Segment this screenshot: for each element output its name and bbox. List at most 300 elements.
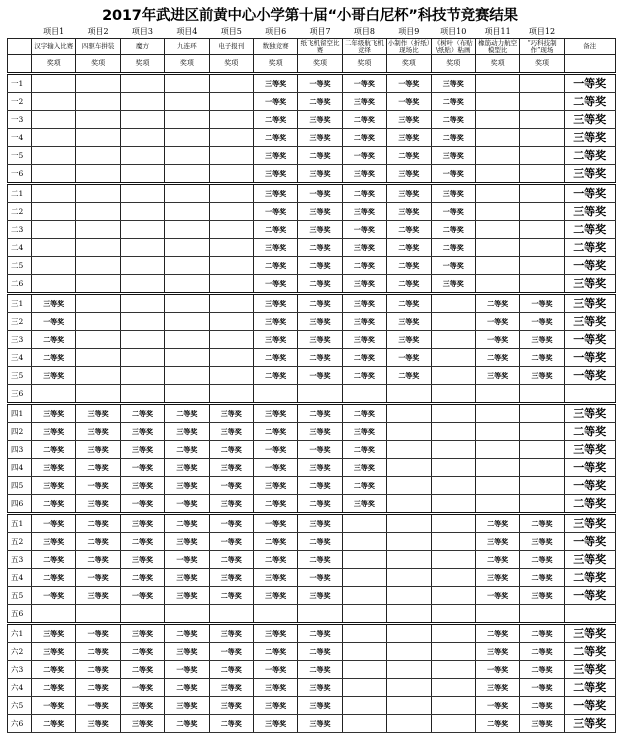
award-cell: 二等奖 xyxy=(387,239,431,257)
award-cell xyxy=(431,495,475,514)
award-cell: 一等奖 xyxy=(298,367,342,385)
award-cell: 二等奖 xyxy=(76,551,120,569)
award-cell: 三等奖 xyxy=(32,423,76,441)
award-cell: 一等奖 xyxy=(431,203,475,221)
award-cell: 二等奖 xyxy=(120,533,164,551)
award-cell: 三等奖 xyxy=(165,477,209,495)
remarks-empty xyxy=(564,55,615,74)
award-cell xyxy=(209,385,253,404)
award-cell: 二等奖 xyxy=(342,111,386,129)
remarks-header: 备注 xyxy=(564,39,615,55)
award-cell: 三等奖 xyxy=(298,587,342,605)
award-cell xyxy=(32,165,76,184)
award-cell: 三等奖 xyxy=(342,275,386,294)
award-cell: 三等奖 xyxy=(520,533,564,551)
remark-cell: 三等奖 xyxy=(564,661,615,679)
award-cell xyxy=(431,367,475,385)
class-label: 一3 xyxy=(8,111,32,129)
class-label: 二3 xyxy=(8,221,32,239)
award-cell: 二等奖 xyxy=(32,349,76,367)
award-cell xyxy=(165,203,209,221)
award-cell: 二等奖 xyxy=(431,93,475,111)
award-cell xyxy=(209,184,253,203)
award-cell: 三等奖 xyxy=(253,404,297,423)
award-cell: 三等奖 xyxy=(209,459,253,477)
award-cell xyxy=(387,459,431,477)
award-cell xyxy=(165,257,209,275)
table-row xyxy=(8,165,616,184)
corner-cell xyxy=(8,55,32,74)
award-cell: 三等奖 xyxy=(253,331,297,349)
award-cell xyxy=(32,147,76,165)
award-cell: 一等奖 xyxy=(253,514,297,533)
award-cell xyxy=(76,129,120,147)
header-row-awards xyxy=(8,55,616,74)
award-cell: 三等奖 xyxy=(120,624,164,643)
table-row xyxy=(8,184,616,203)
award-cell: 二等奖 xyxy=(32,661,76,679)
award-cell: 三等奖 xyxy=(32,404,76,423)
award-cell: 一等奖 xyxy=(209,477,253,495)
award-cell: 三等奖 xyxy=(253,697,297,715)
award-cell xyxy=(209,349,253,367)
award-cell xyxy=(475,93,519,111)
award-cell: 二等奖 xyxy=(253,257,297,275)
award-cell: 一等奖 xyxy=(253,459,297,477)
award-cell: 三等奖 xyxy=(253,147,297,165)
award-cell: 三等奖 xyxy=(475,679,519,697)
award-cell xyxy=(342,514,386,533)
column-number: 项目8 xyxy=(353,27,375,36)
award-cell: 一等奖 xyxy=(298,74,342,93)
award-cell xyxy=(76,203,120,221)
award-cell xyxy=(298,605,342,624)
remark-cell: 三等奖 xyxy=(564,441,615,459)
table-row xyxy=(8,643,616,661)
award-cell: 一等奖 xyxy=(342,74,386,93)
award-cell xyxy=(520,605,564,624)
award-cell: 三等奖 xyxy=(120,697,164,715)
award-cell: 二等奖 xyxy=(475,294,519,313)
award-cell xyxy=(431,294,475,313)
award-cell: 三等奖 xyxy=(209,495,253,514)
award-cell: 二等奖 xyxy=(387,257,431,275)
award-cell xyxy=(342,661,386,679)
table-row xyxy=(8,697,616,715)
remark-cell: 一等奖 xyxy=(564,257,615,275)
award-cell xyxy=(342,715,386,733)
award-cell: 二等奖 xyxy=(342,367,386,385)
award-cell: 三等奖 xyxy=(209,423,253,441)
remark-cell: 一等奖 xyxy=(564,367,615,385)
table-row xyxy=(8,313,616,331)
remark-cell: 三等奖 xyxy=(564,275,615,294)
award-cell: 二等奖 xyxy=(342,129,386,147)
award-cell xyxy=(475,275,519,294)
award-cell: 二等奖 xyxy=(253,111,297,129)
award-cell xyxy=(209,331,253,349)
award-cell: 三等奖 xyxy=(342,313,386,331)
award-cell: 二等奖 xyxy=(342,477,386,495)
award-cell xyxy=(209,203,253,221)
remark-cell: 二等奖 xyxy=(564,239,615,257)
award-cell xyxy=(520,93,564,111)
award-cell xyxy=(120,203,164,221)
award-cell: 一等奖 xyxy=(475,697,519,715)
award-cell xyxy=(120,147,164,165)
remark-cell: 二等奖 xyxy=(564,569,615,587)
remark-cell xyxy=(564,385,615,404)
award-cell: 二等奖 xyxy=(520,624,564,643)
award-cell xyxy=(431,313,475,331)
award-cell xyxy=(520,129,564,147)
award-cell: 二等奖 xyxy=(120,404,164,423)
award-cell: 二等奖 xyxy=(120,661,164,679)
award-cell: 二等奖 xyxy=(32,679,76,697)
class-label: 五1 xyxy=(8,514,32,533)
remark-cell: 三等奖 xyxy=(564,404,615,423)
award-cell: 一等奖 xyxy=(253,275,297,294)
award-cell xyxy=(76,257,120,275)
award-cell xyxy=(520,495,564,514)
award-cell xyxy=(387,423,431,441)
class-label: 四3 xyxy=(8,441,32,459)
table-row xyxy=(8,367,616,385)
award-cell: 一等奖 xyxy=(209,643,253,661)
award-cell: 二等奖 xyxy=(209,715,253,733)
table-row xyxy=(8,605,616,624)
award-cell xyxy=(120,74,164,93)
class-label: 二6 xyxy=(8,275,32,294)
award-cell xyxy=(209,605,253,624)
table-row xyxy=(8,294,616,313)
award-cell xyxy=(475,129,519,147)
award-cell: 三等奖 xyxy=(165,533,209,551)
award-cell: 二等奖 xyxy=(520,349,564,367)
award-cell xyxy=(520,74,564,93)
class-label: 六3 xyxy=(8,661,32,679)
award-cell: 三等奖 xyxy=(298,203,342,221)
award-cell xyxy=(165,239,209,257)
award-cell xyxy=(32,275,76,294)
award-cell xyxy=(387,715,431,733)
project-name: 汉字输入比赛 xyxy=(32,39,76,55)
award-cell: 一等奖 xyxy=(76,697,120,715)
remark-cell: 一等奖 xyxy=(564,349,615,367)
award-cell xyxy=(342,643,386,661)
award-cell xyxy=(431,551,475,569)
award-cell: 二等奖 xyxy=(253,533,297,551)
award-cell: 三等奖 xyxy=(253,184,297,203)
award-cell: 二等奖 xyxy=(165,715,209,733)
award-cell: 一等奖 xyxy=(76,477,120,495)
award-cell xyxy=(475,459,519,477)
award-cell xyxy=(342,385,386,404)
award-header: 奖项 xyxy=(32,55,76,74)
award-cell xyxy=(32,385,76,404)
award-cell: 一等奖 xyxy=(253,661,297,679)
award-cell: 二等奖 xyxy=(253,423,297,441)
award-cell xyxy=(253,605,297,624)
class-label: 二1 xyxy=(8,184,32,203)
award-cell: 三等奖 xyxy=(120,423,164,441)
award-cell xyxy=(165,367,209,385)
award-cell xyxy=(209,147,253,165)
class-label: 六1 xyxy=(8,624,32,643)
award-cell xyxy=(165,74,209,93)
award-cell xyxy=(431,331,475,349)
award-cell xyxy=(387,624,431,643)
award-cell xyxy=(209,294,253,313)
award-cell xyxy=(342,697,386,715)
award-cell xyxy=(209,275,253,294)
class-label: 四1 xyxy=(8,404,32,423)
award-cell xyxy=(120,294,164,313)
award-cell xyxy=(431,679,475,697)
award-cell: 一等奖 xyxy=(475,661,519,679)
header-row-names xyxy=(8,39,616,55)
award-cell: 二等奖 xyxy=(76,459,120,477)
award-cell: 三等奖 xyxy=(475,367,519,385)
award-cell: 三等奖 xyxy=(387,313,431,331)
award-cell: 一等奖 xyxy=(253,93,297,111)
award-cell xyxy=(387,514,431,533)
award-cell: 二等奖 xyxy=(298,93,342,111)
award-cell xyxy=(475,495,519,514)
award-cell xyxy=(520,257,564,275)
award-cell: 三等奖 xyxy=(76,587,120,605)
award-cell xyxy=(520,477,564,495)
award-cell: 二等奖 xyxy=(32,715,76,733)
award-cell: 三等奖 xyxy=(431,184,475,203)
award-cell: 二等奖 xyxy=(520,697,564,715)
award-cell: 二等奖 xyxy=(76,661,120,679)
award-cell: 三等奖 xyxy=(298,679,342,697)
class-label: 五2 xyxy=(8,533,32,551)
award-cell: 三等奖 xyxy=(298,129,342,147)
award-cell: 二等奖 xyxy=(76,643,120,661)
award-cell xyxy=(520,184,564,203)
award-cell xyxy=(120,93,164,111)
award-cell xyxy=(165,385,209,404)
award-cell: 三等奖 xyxy=(76,423,120,441)
award-cell xyxy=(475,111,519,129)
award-cell: 三等奖 xyxy=(165,569,209,587)
award-cell: 一等奖 xyxy=(342,221,386,239)
award-cell xyxy=(387,679,431,697)
table-row xyxy=(8,275,616,294)
class-label: 六6 xyxy=(8,715,32,733)
award-cell: 三等奖 xyxy=(387,165,431,184)
award-cell xyxy=(76,221,120,239)
table-row xyxy=(8,441,616,459)
award-cell xyxy=(76,165,120,184)
award-cell xyxy=(475,441,519,459)
award-cell xyxy=(342,569,386,587)
award-cell: 三等奖 xyxy=(209,679,253,697)
award-cell: 三等奖 xyxy=(342,294,386,313)
column-number: 项目7 xyxy=(309,27,331,36)
award-cell: 二等奖 xyxy=(387,294,431,313)
award-cell xyxy=(165,349,209,367)
award-cell: 三等奖 xyxy=(387,129,431,147)
award-cell xyxy=(387,569,431,587)
award-cell: 三等奖 xyxy=(253,715,297,733)
table-row xyxy=(8,74,616,93)
column-number: 项目2 xyxy=(87,27,109,36)
award-cell xyxy=(253,385,297,404)
award-cell: 三等奖 xyxy=(209,404,253,423)
award-cell xyxy=(76,74,120,93)
award-cell: 三等奖 xyxy=(209,624,253,643)
award-cell xyxy=(165,147,209,165)
award-cell: 三等奖 xyxy=(298,459,342,477)
award-cell xyxy=(431,533,475,551)
award-cell xyxy=(475,74,519,93)
award-header: 奖项 xyxy=(209,55,253,74)
award-cell xyxy=(120,349,164,367)
table-row xyxy=(8,477,616,495)
award-cell: 二等奖 xyxy=(298,477,342,495)
project-name: 纸飞机留空比赛 xyxy=(298,39,342,55)
award-cell xyxy=(387,551,431,569)
award-cell: 三等奖 xyxy=(298,514,342,533)
award-cell: 三等奖 xyxy=(32,367,76,385)
award-cell: 三等奖 xyxy=(120,514,164,533)
remark-cell: 二等奖 xyxy=(564,221,615,239)
award-cell: 一等奖 xyxy=(253,203,297,221)
award-cell: 二等奖 xyxy=(475,349,519,367)
table-row xyxy=(8,533,616,551)
award-cell: 二等奖 xyxy=(342,441,386,459)
table-row xyxy=(8,495,616,514)
corner-cell xyxy=(8,26,32,39)
award-cell: 三等奖 xyxy=(209,569,253,587)
award-cell xyxy=(431,697,475,715)
award-cell: 二等奖 xyxy=(209,441,253,459)
award-cell xyxy=(431,385,475,404)
award-cell: 一等奖 xyxy=(32,697,76,715)
project-name: 小制作（折纸）现场比 xyxy=(387,38,430,54)
award-cell xyxy=(520,275,564,294)
remark-cell: 三等奖 xyxy=(564,715,615,733)
award-cell: 三等奖 xyxy=(76,441,120,459)
class-label: 三3 xyxy=(8,331,32,349)
award-cell: 三等奖 xyxy=(342,459,386,477)
award-cell: 三等奖 xyxy=(120,715,164,733)
award-cell: 二等奖 xyxy=(120,569,164,587)
award-cell xyxy=(209,111,253,129)
award-cell xyxy=(431,441,475,459)
award-cell: 二等奖 xyxy=(32,551,76,569)
award-cell: 二等奖 xyxy=(298,294,342,313)
class-label: 五3 xyxy=(8,551,32,569)
class-label: 三5 xyxy=(8,367,32,385)
award-cell: 二等奖 xyxy=(520,514,564,533)
remark-cell: 二等奖 xyxy=(564,495,615,514)
award-header: 奖项 xyxy=(76,55,120,74)
award-cell: 三等奖 xyxy=(342,203,386,221)
award-cell xyxy=(209,165,253,184)
award-cell xyxy=(76,111,120,129)
award-cell: 二等奖 xyxy=(475,624,519,643)
award-cell: 一等奖 xyxy=(209,514,253,533)
award-cell: 一等奖 xyxy=(165,661,209,679)
award-cell xyxy=(165,184,209,203)
award-cell: 二等奖 xyxy=(298,661,342,679)
class-label: 一4 xyxy=(8,129,32,147)
award-cell: 一等奖 xyxy=(120,495,164,514)
class-label: 五5 xyxy=(8,587,32,605)
award-cell xyxy=(431,404,475,423)
award-cell: 二等奖 xyxy=(298,643,342,661)
award-cell: 三等奖 xyxy=(253,477,297,495)
award-cell xyxy=(165,129,209,147)
award-cell: 二等奖 xyxy=(253,551,297,569)
class-label: 一1 xyxy=(8,74,32,93)
award-cell: 二等奖 xyxy=(431,111,475,129)
award-cell: 二等奖 xyxy=(520,661,564,679)
award-cell: 三等奖 xyxy=(165,643,209,661)
award-cell xyxy=(120,331,164,349)
award-cell xyxy=(209,257,253,275)
award-cell: 三等奖 xyxy=(298,715,342,733)
column-number: 项目4 xyxy=(176,27,198,36)
award-cell xyxy=(120,165,164,184)
award-cell: 二等奖 xyxy=(298,239,342,257)
award-cell xyxy=(431,349,475,367)
award-cell: 三等奖 xyxy=(32,477,76,495)
table-row xyxy=(8,147,616,165)
award-cell: 二等奖 xyxy=(32,495,76,514)
award-cell: 二等奖 xyxy=(298,275,342,294)
class-label: 三1 xyxy=(8,294,32,313)
award-cell: 一等奖 xyxy=(387,349,431,367)
award-cell xyxy=(520,459,564,477)
award-cell: 二等奖 xyxy=(342,404,386,423)
award-cell: 三等奖 xyxy=(342,423,386,441)
award-cell xyxy=(387,587,431,605)
award-cell: 一等奖 xyxy=(475,313,519,331)
remarks-spacer xyxy=(564,26,615,39)
remark-cell: 一等奖 xyxy=(564,184,615,203)
award-cell: 三等奖 xyxy=(253,624,297,643)
award-cell: 二等奖 xyxy=(76,533,120,551)
class-label: 二5 xyxy=(8,257,32,275)
award-cell: 二等奖 xyxy=(387,275,431,294)
award-cell xyxy=(165,111,209,129)
award-cell: 二等奖 xyxy=(253,129,297,147)
award-cell: 一等奖 xyxy=(120,679,164,697)
project-name: 九连环 xyxy=(165,39,209,55)
award-header: 奖项 xyxy=(431,55,475,74)
award-header: 奖项 xyxy=(253,55,297,74)
award-cell xyxy=(120,313,164,331)
remark-cell: 一等奖 xyxy=(564,587,615,605)
award-cell: 三等奖 xyxy=(32,294,76,313)
award-cell: 一等奖 xyxy=(520,313,564,331)
class-label: 五4 xyxy=(8,569,32,587)
award-cell xyxy=(120,605,164,624)
award-cell xyxy=(475,404,519,423)
award-cell: 二等奖 xyxy=(387,367,431,385)
award-cell xyxy=(32,129,76,147)
award-cell xyxy=(387,697,431,715)
award-cell: 三等奖 xyxy=(387,111,431,129)
table-row xyxy=(8,93,616,111)
award-cell: 二等奖 xyxy=(475,514,519,533)
column-number: 项目6 xyxy=(265,27,287,36)
